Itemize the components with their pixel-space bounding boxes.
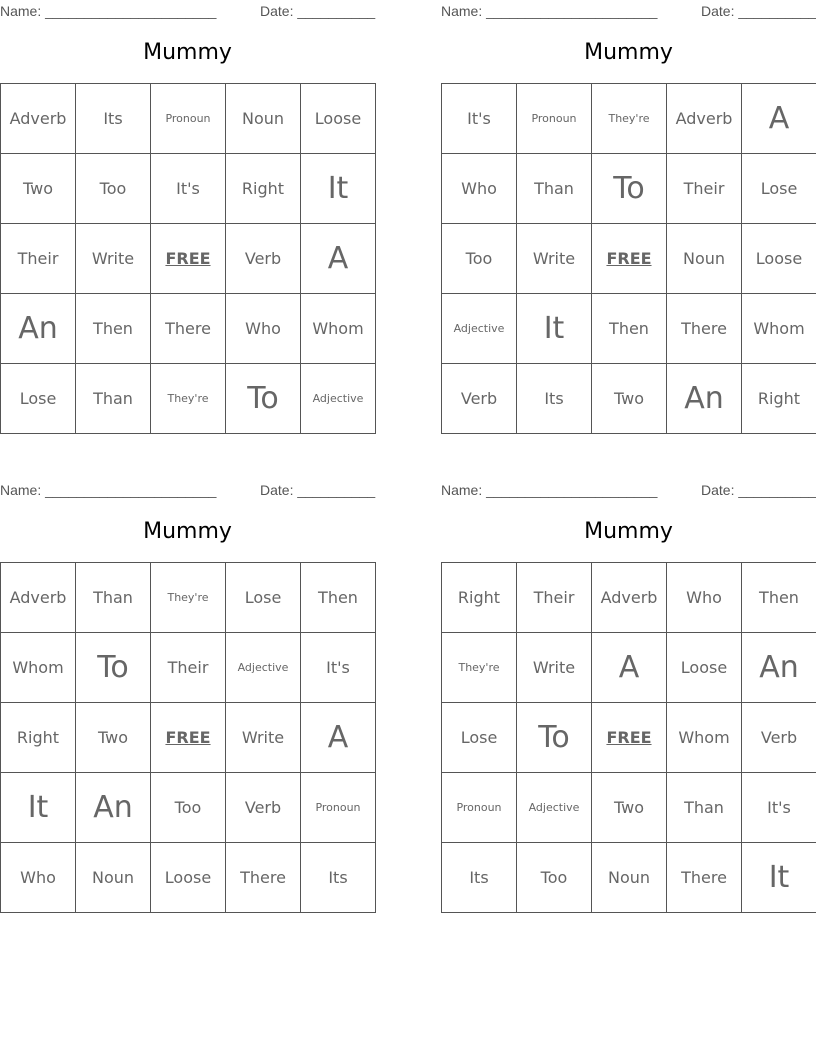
bingo-cell: Than: [517, 154, 592, 224]
card-title: Mummy: [584, 40, 673, 65]
bingo-cell: Too: [442, 224, 517, 294]
card-header: [0, 482, 375, 498]
bingo-row: [1, 843, 376, 913]
bingo-cell: They're: [151, 364, 226, 434]
bingo-grid: [441, 562, 816, 913]
bingo-row: [1, 294, 376, 364]
name-line: Name: ______________________: [441, 3, 658, 19]
bingo-cell: Two: [1, 154, 76, 224]
bingo-cell: Adjective: [226, 633, 301, 703]
bingo-cell: Two: [592, 364, 667, 434]
bingo-row: [1, 633, 376, 703]
bingo-cell: It's: [442, 84, 517, 154]
bingo-cell: Loose: [301, 84, 376, 154]
name-line: Name: ______________________: [441, 482, 658, 498]
bingo-cell: It's: [742, 773, 816, 843]
card-header: [441, 3, 816, 19]
bingo-cell: Then: [301, 563, 376, 633]
bingo-row: [442, 154, 816, 224]
bingo-cell: Whom: [301, 294, 376, 364]
bingo-cell: Write: [517, 224, 592, 294]
bingo-cell: Verb: [442, 364, 517, 434]
bingo-cell: A: [742, 84, 816, 154]
bingo-row: [1, 563, 376, 633]
free-cell: FREE: [151, 703, 226, 773]
card-title: Mummy: [584, 519, 673, 544]
bingo-cell: To: [517, 703, 592, 773]
bingo-cell: Whom: [742, 294, 816, 364]
card-title: Mummy: [143, 519, 232, 544]
bingo-cell: Lose: [1, 364, 76, 434]
bingo-cell: Pronoun: [301, 773, 376, 843]
bingo-cell: Noun: [667, 224, 742, 294]
bingo-cell: Their: [1, 224, 76, 294]
bingo-cell: To: [76, 633, 151, 703]
bingo-cell: Then: [592, 294, 667, 364]
bingo-cell: Right: [442, 563, 517, 633]
bingo-cell: Its: [517, 364, 592, 434]
bingo-cell: Its: [301, 843, 376, 913]
card-title: Mummy: [143, 40, 232, 65]
bingo-grid: [0, 562, 376, 913]
name-line: Name: ______________________: [0, 3, 217, 19]
bingo-cell: Lose: [742, 154, 816, 224]
bingo-cell: Right: [1, 703, 76, 773]
bingo-cell: There: [151, 294, 226, 364]
bingo-grid: [0, 83, 376, 434]
bingo-cell: Its: [442, 843, 517, 913]
bingo-cell: Adverb: [592, 563, 667, 633]
bingo-cell: An: [742, 633, 816, 703]
bingo-cell: A: [301, 703, 376, 773]
bingo-cell: An: [1, 294, 76, 364]
date-line: Date: __________: [260, 482, 376, 498]
bingo-row: [442, 843, 816, 913]
bingo-cell: Adverb: [667, 84, 742, 154]
bingo-cell: It: [1, 773, 76, 843]
bingo-cell: Noun: [226, 84, 301, 154]
bingo-row: [442, 773, 816, 843]
bingo-cell: Than: [76, 364, 151, 434]
bingo-cell: Then: [742, 563, 816, 633]
bingo-cell: Two: [592, 773, 667, 843]
bingo-cell: There: [667, 294, 742, 364]
bingo-cell: To: [226, 364, 301, 434]
bingo-cell: Too: [151, 773, 226, 843]
bingo-cell: Loose: [667, 633, 742, 703]
bingo-cell: Two: [76, 703, 151, 773]
bingo-cell: Verb: [742, 703, 816, 773]
bingo-cell: Right: [226, 154, 301, 224]
bingo-cell: An: [76, 773, 151, 843]
bingo-cell: Write: [76, 224, 151, 294]
bingo-card: [0, 479, 375, 919]
bingo-cell: Who: [1, 843, 76, 913]
bingo-cell: Pronoun: [151, 84, 226, 154]
bingo-card: [441, 479, 816, 919]
bingo-cell: Too: [517, 843, 592, 913]
date-line: Date: __________: [701, 482, 816, 498]
bingo-cell: Than: [76, 563, 151, 633]
bingo-cell: Adjective: [517, 773, 592, 843]
bingo-cell: Write: [226, 703, 301, 773]
bingo-cell: Verb: [226, 224, 301, 294]
bingo-row: [442, 703, 816, 773]
bingo-cell: They're: [151, 563, 226, 633]
bingo-cell: An: [667, 364, 742, 434]
bingo-cell: Verb: [226, 773, 301, 843]
bingo-cell: Their: [517, 563, 592, 633]
bingo-cell: Whom: [1, 633, 76, 703]
bingo-cell: It: [517, 294, 592, 364]
bingo-cell: Pronoun: [517, 84, 592, 154]
bingo-cell: Loose: [742, 224, 816, 294]
bingo-cell: A: [592, 633, 667, 703]
bingo-cell: Who: [667, 563, 742, 633]
bingo-row: [1, 703, 376, 773]
bingo-cell: Lose: [226, 563, 301, 633]
bingo-grid: [441, 83, 816, 434]
bingo-cell: Lose: [442, 703, 517, 773]
bingo-cell: They're: [592, 84, 667, 154]
bingo-cell: Right: [742, 364, 816, 434]
bingo-cell: Noun: [76, 843, 151, 913]
bingo-cell: There: [667, 843, 742, 913]
bingo-cell: Adjective: [301, 364, 376, 434]
date-line: Date: __________: [260, 3, 376, 19]
bingo-cell: Loose: [151, 843, 226, 913]
bingo-cell: There: [226, 843, 301, 913]
bingo-row: [1, 773, 376, 843]
bingo-card: [0, 0, 375, 440]
bingo-card: [441, 0, 816, 440]
bingo-row: [442, 294, 816, 364]
bingo-cell: Its: [76, 84, 151, 154]
free-cell: FREE: [592, 224, 667, 294]
bingo-cell: Adverb: [1, 563, 76, 633]
bingo-cell: Pronoun: [442, 773, 517, 843]
bingo-cell: Adverb: [1, 84, 76, 154]
bingo-cell: To: [592, 154, 667, 224]
free-cell: FREE: [151, 224, 226, 294]
bingo-cell: Who: [226, 294, 301, 364]
bingo-cell: Whom: [667, 703, 742, 773]
bingo-cell: Their: [151, 633, 226, 703]
bingo-cell: Then: [76, 294, 151, 364]
bingo-row: [442, 633, 816, 703]
bingo-cell: Too: [76, 154, 151, 224]
card-header: [0, 3, 375, 19]
card-header: [441, 482, 816, 498]
bingo-row: [442, 563, 816, 633]
bingo-cell: Adjective: [442, 294, 517, 364]
bingo-cell: Write: [517, 633, 592, 703]
bingo-cell: It's: [151, 154, 226, 224]
bingo-cell: Their: [667, 154, 742, 224]
bingo-row: [442, 364, 816, 434]
bingo-cell: A: [301, 224, 376, 294]
bingo-row: [1, 224, 376, 294]
bingo-row: [442, 224, 816, 294]
bingo-cell: They're: [442, 633, 517, 703]
bingo-row: [1, 364, 376, 434]
date-line: Date: __________: [701, 3, 816, 19]
bingo-cell: Who: [442, 154, 517, 224]
bingo-row: [442, 84, 816, 154]
bingo-row: [1, 84, 376, 154]
name-line: Name: ______________________: [0, 482, 217, 498]
bingo-cell: Than: [667, 773, 742, 843]
bingo-cell: It's: [301, 633, 376, 703]
bingo-cell: Noun: [592, 843, 667, 913]
bingo-cell: It: [742, 843, 816, 913]
bingo-cell: It: [301, 154, 376, 224]
free-cell: FREE: [592, 703, 667, 773]
bingo-row: [1, 154, 376, 224]
